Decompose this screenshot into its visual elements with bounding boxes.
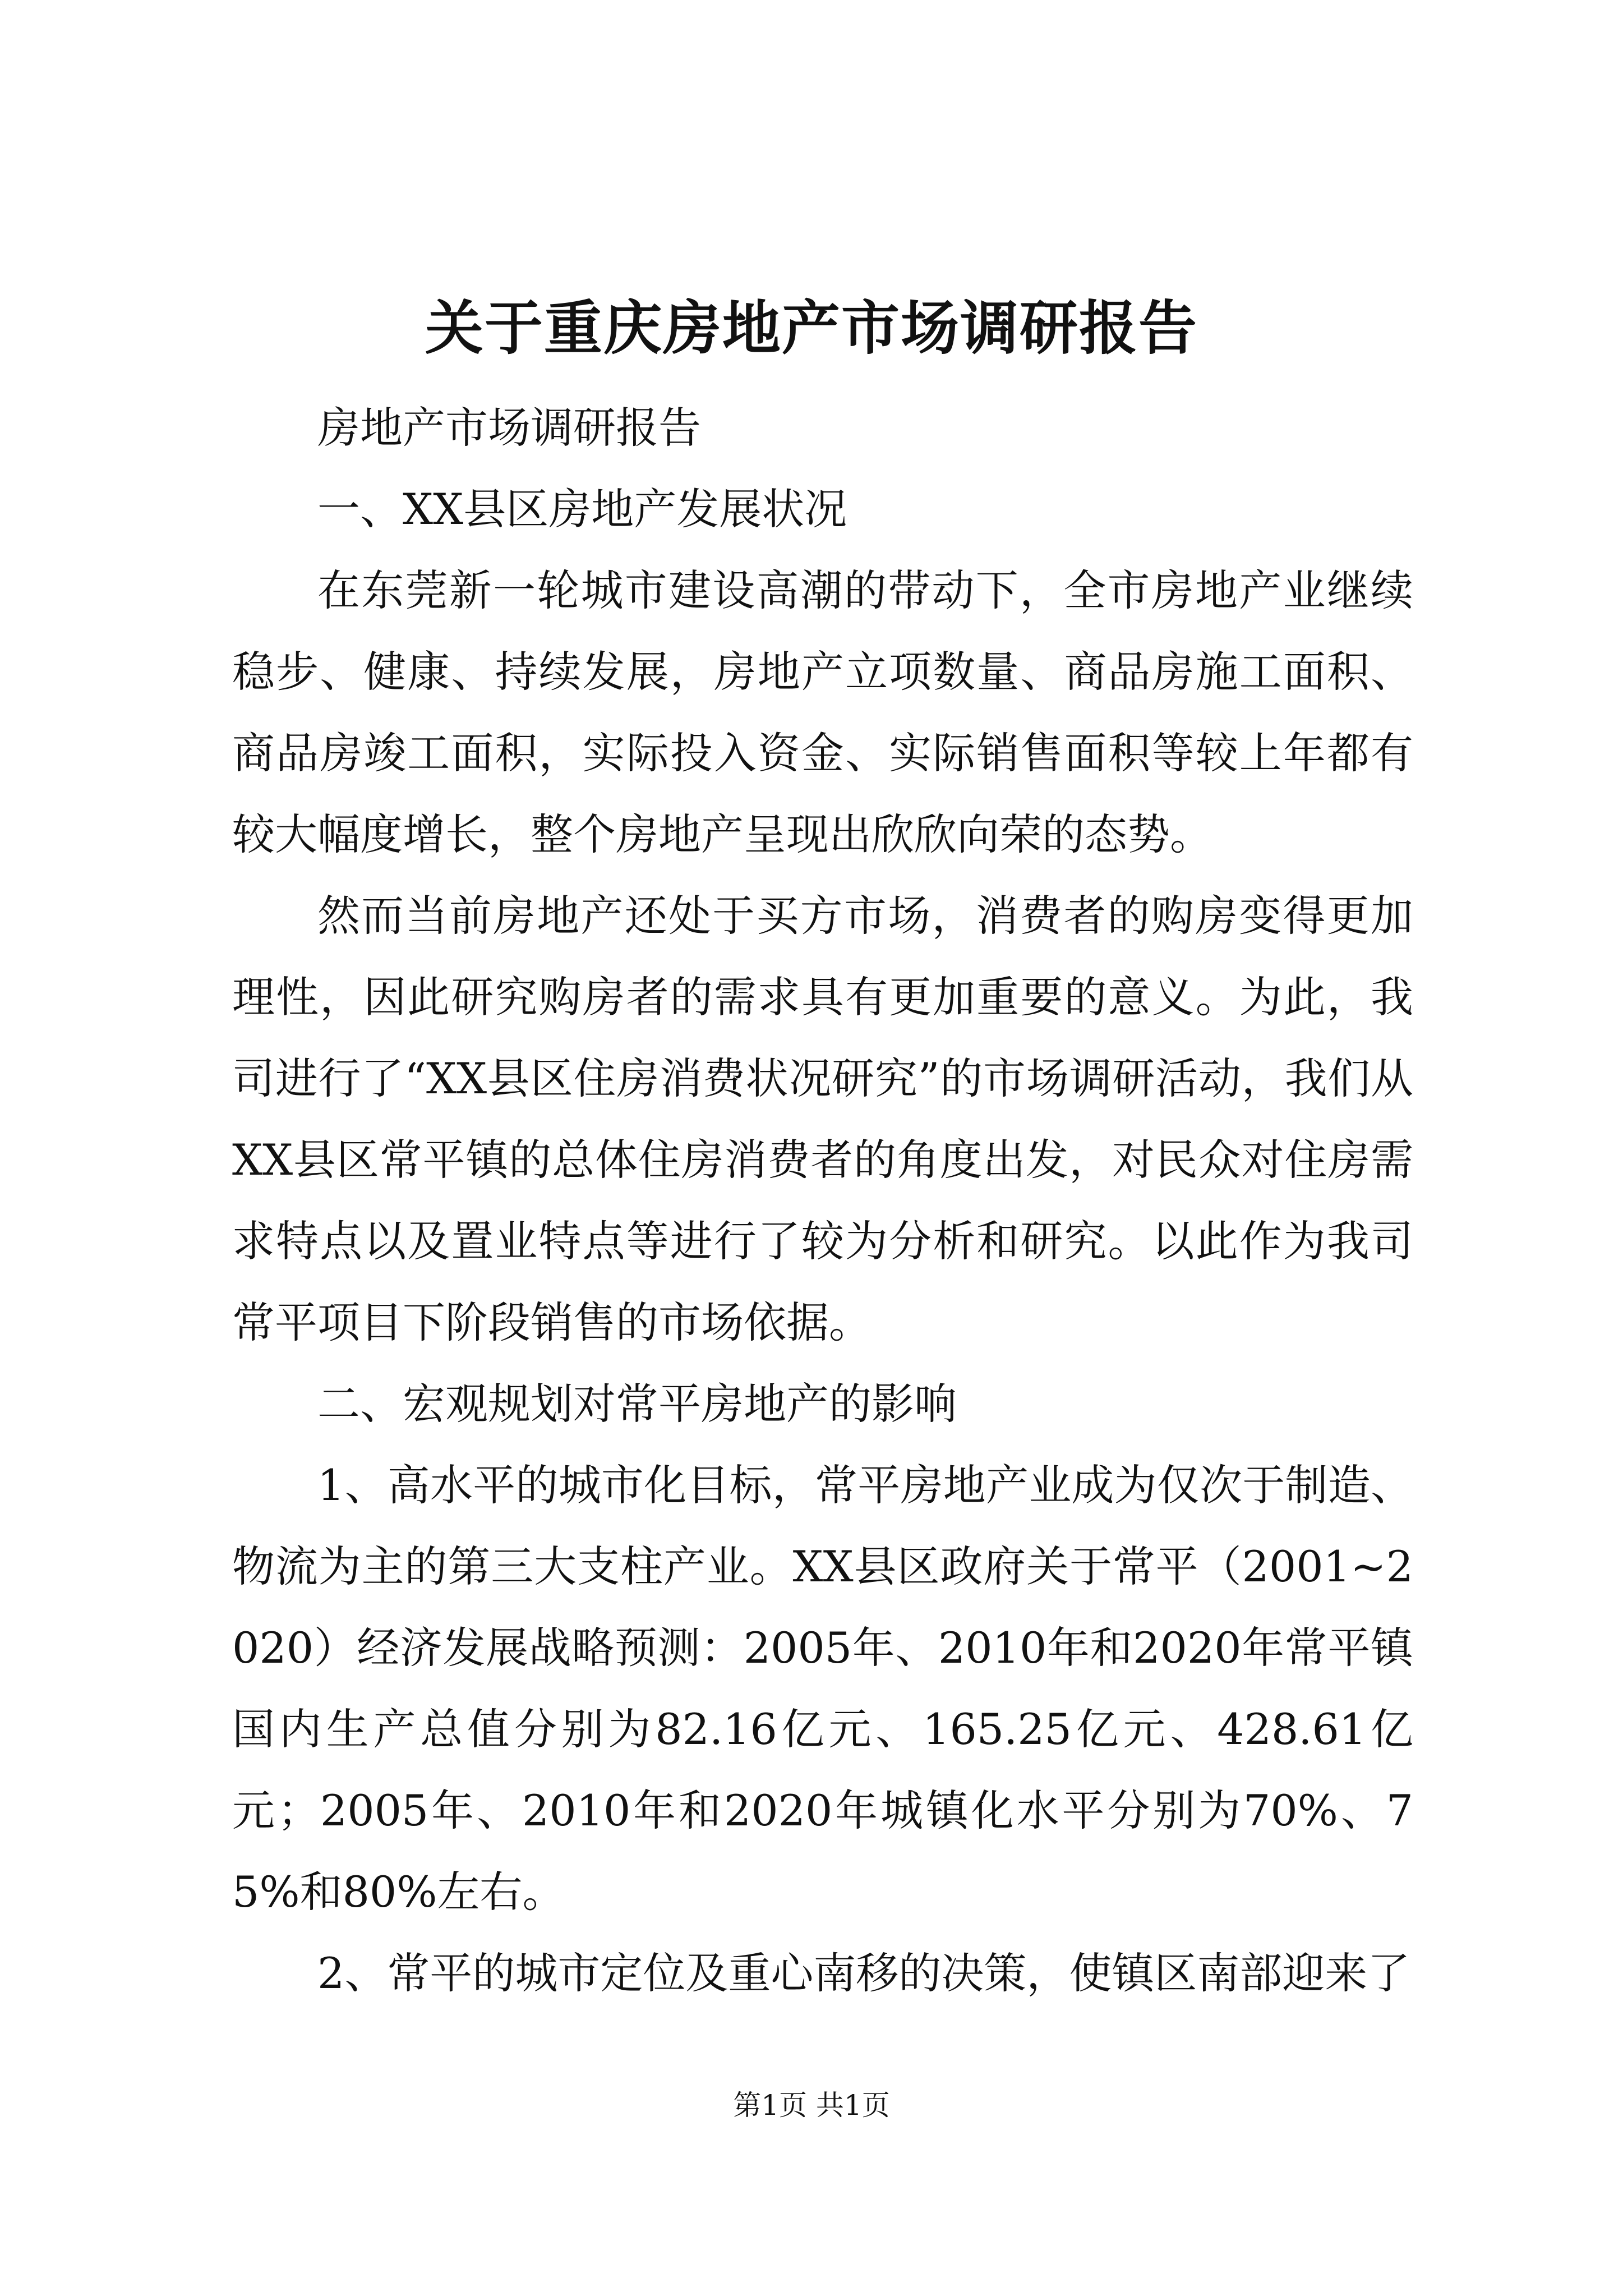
body-paragraph-1: 在东莞新一轮城市建设高潮的带动下，全市房地产业继续稳步、健康、持续发展，房地产立项数量、商品房施工面积、商品房竣工面积，实际投入资金、实际销售面积等较上年都有较大幅度增长，整个房地产呈现出欣欣向荣的态势。 xyxy=(232,565,1413,859)
body-paragraph-2: 然而当前房地产还处于买方市场，消费者的购房变得更加理性，因此研究购房者的需求具有更加重要的意义。为此，我司进行了“XX县区住房消费状况研究”的市场调研活动，我们从XX县区常平镇的总体住房消费者的角度出发，对民众对住房需求特点以及置业特点等进行了较为分析和研究。以此作为我司常平项目下阶段销售的市场依据。 xyxy=(232,891,1413,1347)
section-heading-2: 二、宏观规划对常平房地产的影响 xyxy=(317,1379,957,1429)
body-paragraph-4: 2、常平的城市定位及重心南移的决策，使镇区南部迎来了 xyxy=(317,1948,1410,1998)
document-body xyxy=(232,387,1413,2014)
section-heading-1: 一、XX县区房地产发展状况 xyxy=(317,484,847,534)
page-footer: 第1页 共1页 xyxy=(733,2089,890,2122)
body-paragraph-3: 1、高水平的城市化目标，常平房地产业成为仅次于制造、物流为主的第三大支柱产业。XX县区政府关于常平（2001~2020）经济发展战略预测：2005年、2010年和2020年常平镇国内生产总值分别为82.16亿元、165.25亿元、428.61亿元；2005年、2010年和2020年城镇化水平分别为70%、75%和80%左右。 xyxy=(232,1460,1413,1917)
document-title: 关于重庆房地产市场调研报告 xyxy=(425,293,1198,362)
subtitle-paragraph: 房地产市场调研报告 xyxy=(317,403,701,453)
